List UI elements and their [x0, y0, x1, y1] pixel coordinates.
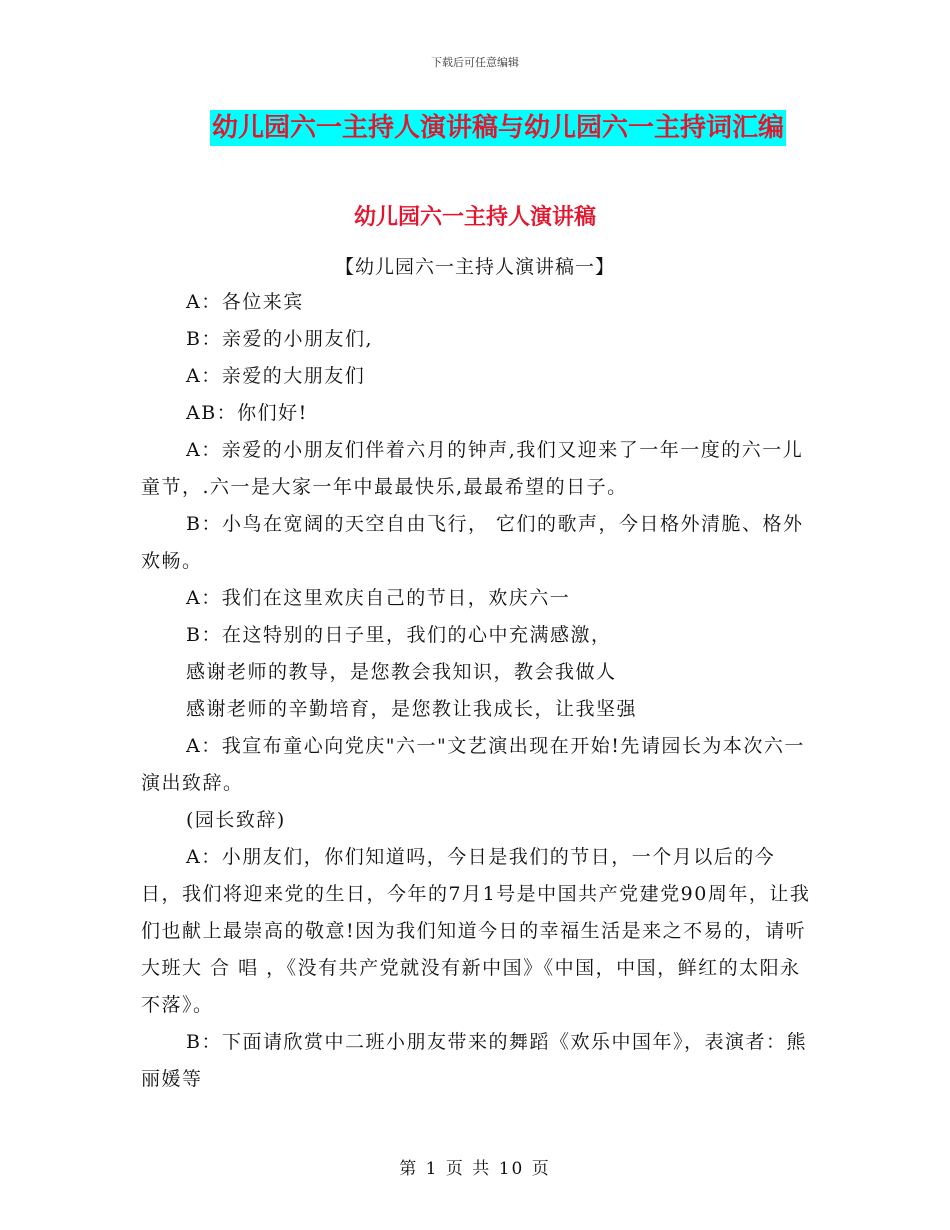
paragraph: 感谢老师的辛勤培育，是您教让我成长，让我坚强	[186, 698, 638, 720]
paragraph: AB：你们好!	[186, 402, 308, 424]
paragraph: A：亲爱的小朋友们伴着六月的钟声,我们又迎来了一年一度的六一儿童节，.六一是大家一年中最最快乐,最最希望的日子。	[141, 439, 804, 498]
paragraph: A：我们在这里欢庆自己的节日，欢庆六一	[186, 587, 571, 609]
paragraph: B：下面请欣赏中二班小朋友带来的舞蹈《欢乐中国年》，表演者：熊丽媛等	[141, 1031, 807, 1090]
paragraph: A：小朋友们，你们知道吗，今日是我们的节日，一个月以后的今日，我们将迎来党的生日，今年的7月1号是中国共产党建党90周年，让我们也献上最崇高的敬意!因为我们知道今日的幸福生活是来之不易的，请听大班大 合 唱 ，《没有共产党就没有新中国》《中国，中国，鲜红的太阳永不落》。	[141, 846, 811, 1016]
main-title: 幼儿园六一主持人演讲稿与幼儿园六一主持词汇编	[210, 110, 786, 146]
paragraph: B：在这特别的日子里，我们的心中充满感激，	[186, 624, 612, 646]
paragraph: (园长致辞)	[186, 809, 286, 831]
document-body	[141, 284, 811, 1098]
page-header-note: 下载后可任意编辑	[431, 56, 519, 69]
paragraph: 感谢老师的教导，是您教会我知识，教会我做人	[186, 661, 617, 683]
paragraph: A：各位来宾	[186, 291, 304, 313]
section-title: 【幼儿园六一主持人演讲稿一】	[334, 256, 615, 278]
paragraph: B：亲爱的小朋友们,	[186, 328, 374, 350]
paragraph: A：我宣布童心向党庆"六一"文艺演出现在开始!先请园长为本次六一演出致辞。	[141, 735, 805, 794]
main-title-container	[0, 110, 950, 146]
sub-title: 幼儿园六一主持人演讲稿	[353, 205, 596, 230]
page-footer: 第 1 页 共 10 页	[399, 1159, 551, 1179]
paragraph: A：亲爱的大朋友们	[186, 365, 366, 387]
paragraph: B：小鸟在宽阔的天空自由飞行， 它们的歌声，今日格外清脆、格外欢畅。	[141, 513, 804, 572]
